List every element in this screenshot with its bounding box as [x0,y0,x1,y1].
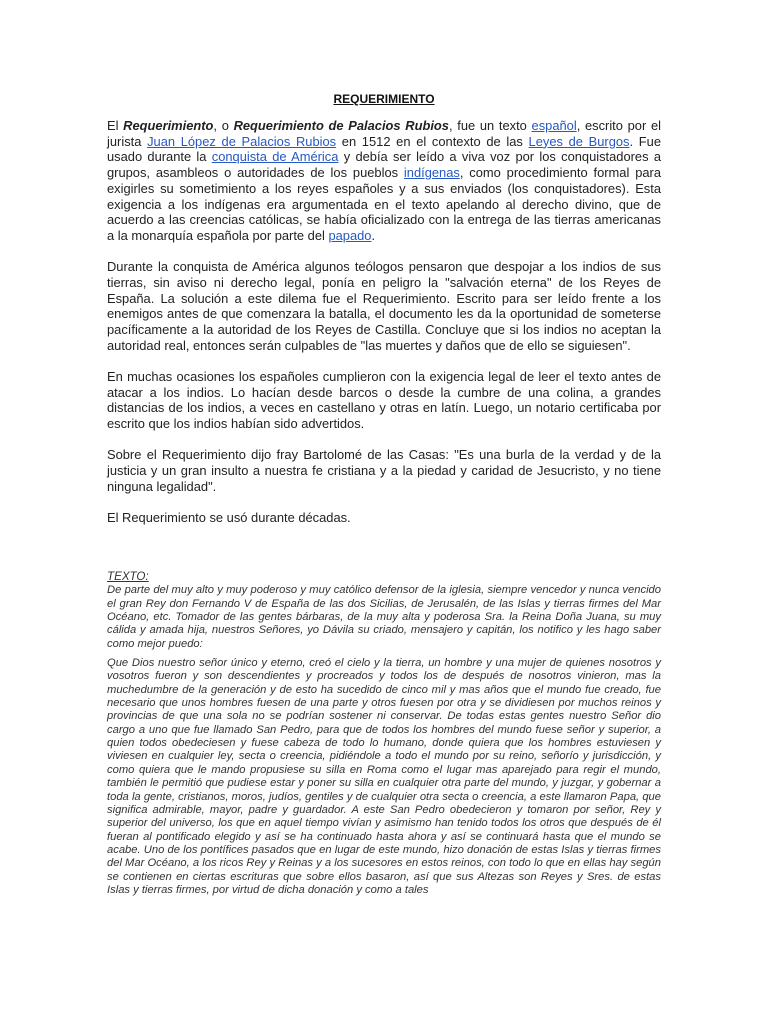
link-indigenas[interactable]: indígenas [403,165,460,181]
paragraph-3: En muchas ocasiones los españoles cumplieron con la exigencia legal de leer el texto antes de atacar a los indios. Lo hacían desde barcos o desde la cumbre de una colina, a grandes distancias de los indios, a veces en castellano y otras en latín. Luego, un notario certificaba por escrito que los indios habían sido advertidos. [107,368,661,431]
texto-block-1 [107,570,661,651]
texto-paragraph-1: De parte del muy alto y muy poderoso y muy católico defensor de la iglesia, siempre vencedor y nunca vencido el gran Rey don Fernando V de España de las dos Sicilias, de Jerusalén, de las Islas y tierras firmes del Mar Océano, etc. Tomador de las gentes bárbaras, de la muy alta y poderosa Sra. la Reina Doña Juana, su muy cálida y amada hija, nuestros Señores, yo Dávila su criado, mensajero y capitán, los notifico y les hago saber como mejor puedo: [107,584,661,650]
paragraph-2: Durante la conquista de América algunos teólogos pensaron que despojar a los indios de sus tierras, sin aviso ni derecho legal, ponía en peligro la "salvación eterna" de los Reyes de España. La solución a este dilema fue el Requerimiento. Escrito para ser leído frente a los enemigos antes de que comenzara la batalla, el documento les da la oportunidad de someterse pacíficamente a la autoridad de los Reyes de Castilla. Concluye que si los indios no aceptan la autoridad real, entonces serán culpables de "las muertes y daños que de ello se siguiesen". [107,259,661,353]
texto-heading: TEXTO: [107,570,149,583]
p1-text-2: , o [213,118,234,133]
link-papado[interactable]: papado [328,227,372,243]
link-leyes-de-burgos[interactable]: Leyes de Burgos [528,133,630,149]
paragraph-4: Sobre el Requerimiento dijo fray Bartolomé de las Casas: "Es una burla de la verdad y de la justicia y un gran insulto a nuestra fe cristiana y a la piedad y caridad de Jesucristo, y no tiene ninguna legalidad". [107,447,661,494]
p1-text-1: El [107,118,124,133]
intro-section [107,118,661,541]
link-juan-lopez[interactable]: Juan López de Palacios Rubios [147,133,337,149]
texto-paragraph-2: Que Dios nuestro señor único y eterno, creó el cielo y la tierra, un hombre y una mujer de quienes nosotros y vosotros fueron y son descendientes y procreados y todos los de después de nosotros vinieron, mas la muchedumbre de la generación y de esto ha sucedido de cinco mil y mas años que el mundo fue creado, fue necesario que unos hombres fuesen de una parte y otros fuesen por otra y se dividiesen por muchos reinos y provincias de que una sola no se podrían sostener ni conservar. De todas estas gentes nuestro Señor dio cargo a uno que fue llamado San Pedro, para que de todos los hombres del mundo fuese señor y superior, a quien todos obedeciesen y fuese cabeza de todo lo humano, donde quiera que los hombres estuviesen y viviesen en cualquier ley, secta o creencia, pidiéndole a todo el mundo por su reino, señorío y jurisdicción, y como quiera que le mando propusiese su silla en Roma como el lugar mas aparejado para regir el mundo, también le permitió que pudiese estar y poner su silla en cualquier otra parte del mundo, y juzgar, y gobernar a toda la gente, cristianos, moros, judíos, gentiles y de cualquier otra secta o creencia, a este llamaron Papa, que significa admirable, mayor, padre y guardador. A este San Pedro obedecieron y tomaron por señor, Rey y superior del universo, los que en aquel tiempo vivían y asimismo han tenido todos los otros que después de él fueran al pontificado elegido y así se ha continuado hasta ahora y así se continuará hasta que el mundo se acabe. Uno de los pontífices pasados que en lugar de este mundo, hizo donación de estas Islas y tierras firmes del Mar Océano, a los ricos Rey y Reinas y a los sucesores en estos reinos, con todo lo que en ellas hay según se contienen en ciertas escrituras que sobre ellos basaron, así que sus Altezas son Reyes y Sres. de estas Islas y tierras firmes, por virtud de dicha donación y como a tales [107,657,661,896]
link-conquista-de-america[interactable]: conquista de América [211,149,339,165]
paragraph-1 [107,118,661,244]
p1-text-9: . [371,227,376,243]
p1-text-6: . Fue usado durante la [107,133,661,165]
p1-text-3: , fue un texto [448,118,532,133]
link-espanol[interactable]: español [531,118,577,133]
paragraph-5: El Requerimiento se usó durante décadas. [107,509,351,525]
p1-text-7: y debía ser leído a viva voz por los conquistadores a grupos, asambleos o autoridades de los pueblos [107,149,662,181]
p1-text-8: , como procedimiento formal para exigirles su sometimiento a los reyes españoles y a sus enviados (los conquistadores). Esta exigencia a los indígenas era argumentada en el texto apelando al derecho divino, que de acuerdo a las creencias católicas, se había oficializado con la entrega de las tierras americanas a la monarquía española por parte del [107,165,661,243]
p1-text-4: , escrito por el jurista [107,118,661,149]
p1-text-5: en 1512 en el contexto de las [336,133,529,149]
texto-section [107,570,661,903]
document-title: REQUERIMIENTO [333,92,435,106]
term-requerimiento: Requerimiento [123,118,214,133]
term-requerimiento-palacios: Requerimiento de Palacios Rubios [233,118,449,133]
